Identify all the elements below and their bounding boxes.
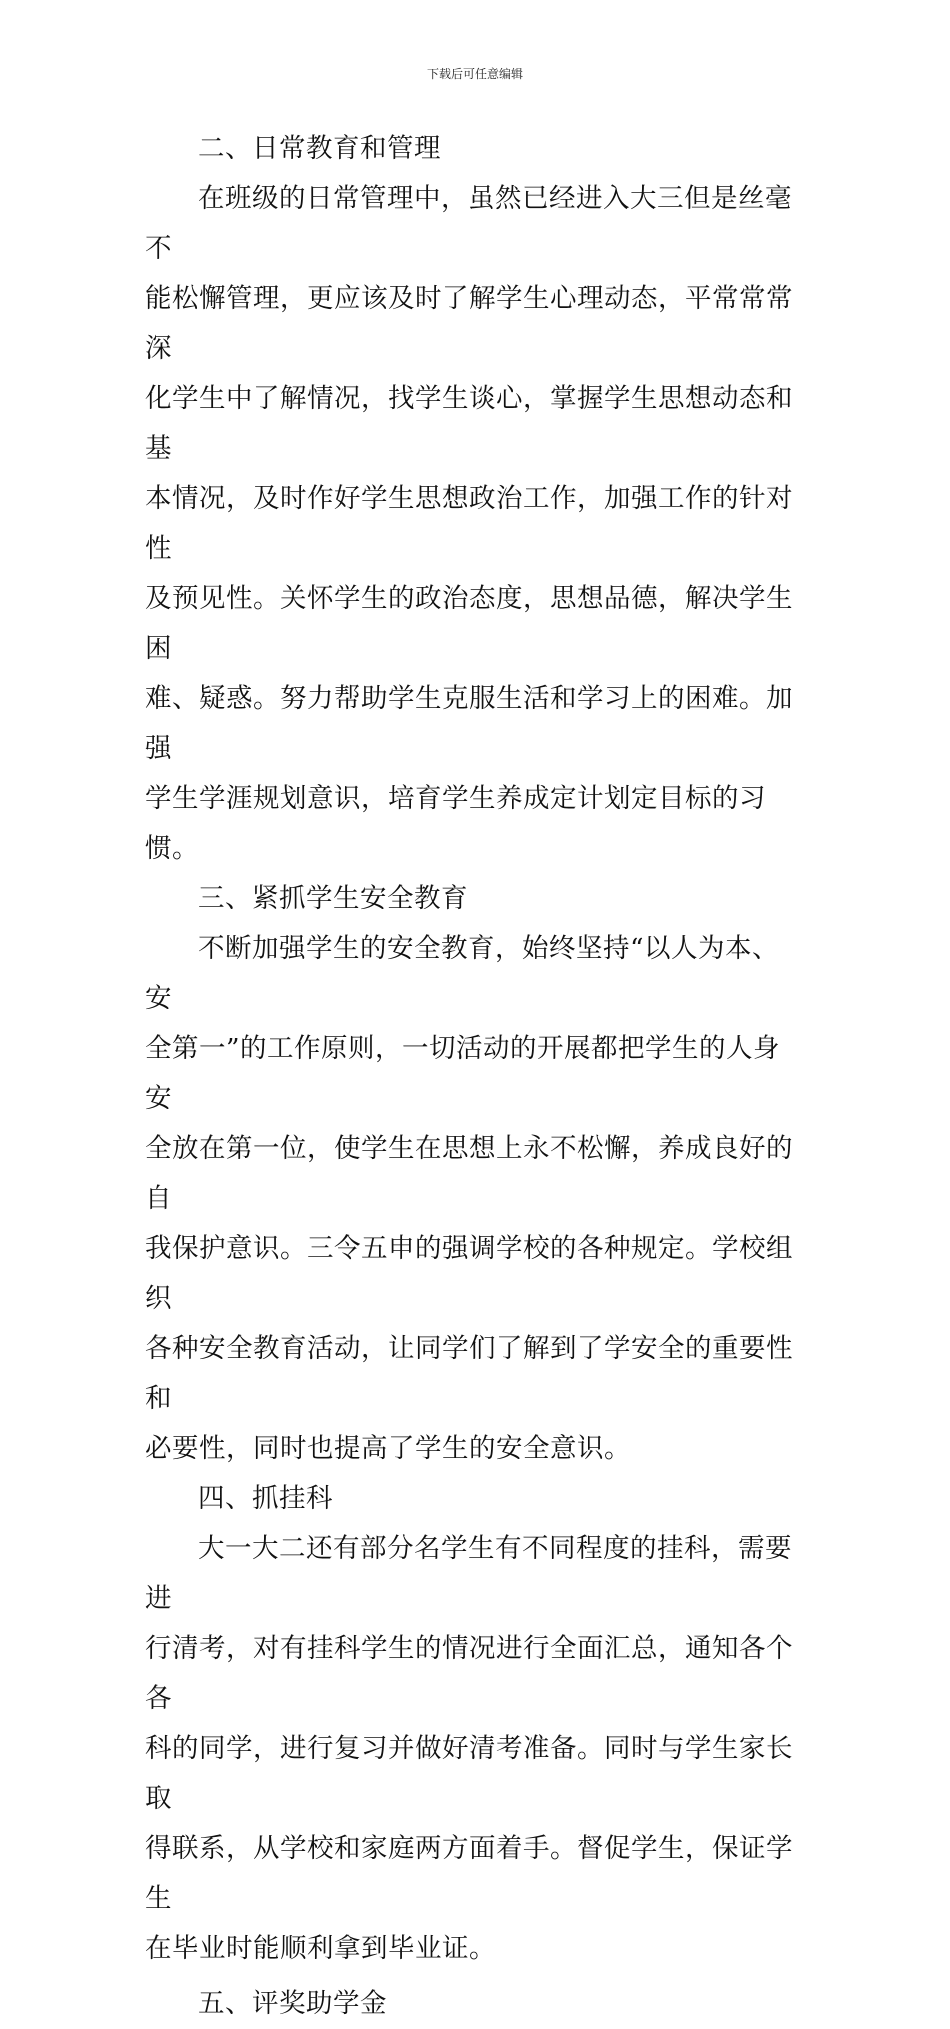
section-heading-daily-management: 二、日常教育和管理 [198,133,441,164]
page-header: 下载后可任意编辑 [426,67,523,81]
section-heading-scholarships: 五、评奖助学金 [198,1988,387,2019]
section-heading-failed-courses: 四、抓挂科 [198,1483,333,1514]
paragraph-safety-education: 不断加强学生的安全教育，始终坚持“以人为本、安 全第一”的工作原则，一切活动的开展都把学生的人身安 全放在第一位，使学生在思想上永不松懈，养成良好的自 我保护意识。三令五申的强调学校的各种规定。学校组织 各种安全教育活动，让同学们了解到了学安全的重要性和 必要性，同时也提高了学生的安全意识。 [145,933,793,1464]
document-body [145,124,805,2029]
section-heading-safety-education: 三、紧抓学生安全教育 [198,883,468,914]
paragraph-failed-courses: 大一大二还有部分名学生有不同程度的挂科，需要进 行清考，对有挂科学生的情况进行全面汇总，通知各个各 科的同学，进行复习并做好清考准备。同时与学生家长取 得联系，从学校和家庭两方面着手。督促学生，保证学生 在毕业时能顺利拿到毕业证。 [145,1533,793,1964]
paragraph-daily-management: 在班级的日常管理中，虽然已经进入大三但是丝毫不 能松懈管理，更应该及时了解学生心理动态，平常常常深 化学生中了解情况，找学生谈心，掌握学生思想动态和基 本情况，及时作好学生思想政治工作，加强工作的针对性 及预见性。关怀学生的政治态度，思想品德，解决学生困 难、疑惑。努力帮助学生克服生活和学习上的困难。加强 学生学涯规划意识，培育学生养成定计划定目标的习惯。 [145,183,793,864]
